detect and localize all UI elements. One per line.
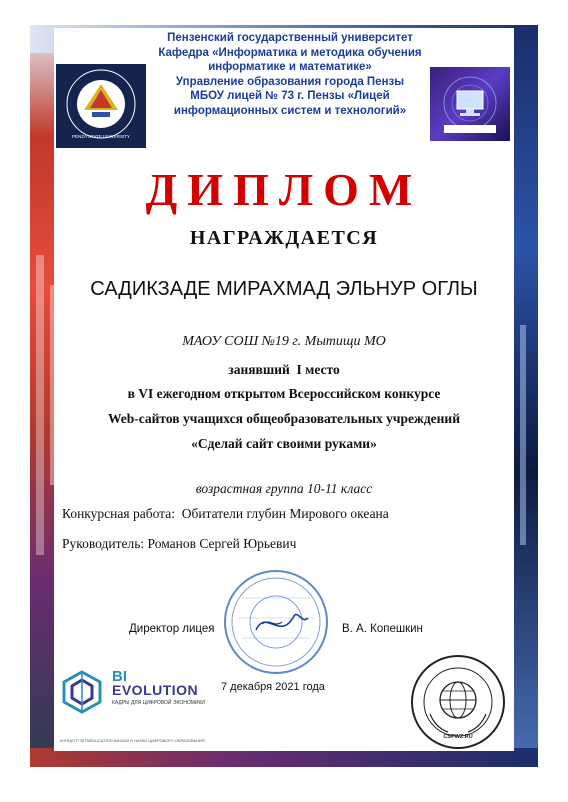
work-label: Конкурсная работа: <box>62 506 175 521</box>
university-logo-caption: PENZA STATE UNIVERSITY <box>71 134 131 139</box>
awarded-heading: НАГРАЖДАЕТСЯ <box>189 227 379 249</box>
director-name: В. А. Копешкин <box>342 623 423 635</box>
university-logo-year: 1943 <box>95 120 107 126</box>
supervisor-row <box>62 536 296 552</box>
recipient-school: МАОУ СОШ №19 г. Мытищи МО <box>182 334 386 349</box>
bi-logo-word: EVOLUTION <box>112 682 199 698</box>
diploma-title: ДИПЛОМ <box>145 164 423 215</box>
bi-logo-mark: BI <box>112 668 127 685</box>
contest-line-1: в VI ежегодном открытом Всероссийском конкурсе <box>127 386 441 401</box>
place-text: занявший I место <box>228 362 340 377</box>
lyceum-logo-image <box>430 67 510 141</box>
header-organizations <box>150 31 430 118</box>
stamp-icon <box>222 568 330 676</box>
competition-work-row <box>62 506 389 522</box>
computer-icon <box>430 67 510 141</box>
seal-url: CSPWZ.RU <box>443 734 473 740</box>
age-group: возрастная группа 10-11 класс <box>195 481 373 496</box>
header-line: Управление образования города Пензы <box>175 75 405 88</box>
contest-name: «Сделай сайт своими руками» <box>191 436 377 451</box>
header-line: Кафедра «Информатика и методика обучения <box>158 46 422 59</box>
bi-logo-footer: КОНЦЕПТ BITNEDUCATION ШКОЛЫ И НАУКИ ЦИФРОВОГО ОБРАЗОВАНИЯ <box>60 738 205 743</box>
university-logo <box>56 64 146 148</box>
official-stamp <box>222 568 330 676</box>
work-title: Обитатели глубин Мирового океана <box>181 506 389 521</box>
issue-date: 7 декабря 2021 года <box>221 681 325 693</box>
director-label: Директор лицея <box>129 623 215 635</box>
header-line: информационных систем и технологий» <box>173 104 407 117</box>
header-line: информатике и математике» <box>208 61 372 73</box>
header-line: Пензенский государственный университет <box>167 32 413 44</box>
supervisor-label: Руководитель: <box>62 536 145 551</box>
bi-evolution-logo <box>60 668 210 748</box>
bi-cube-icon <box>60 670 104 714</box>
supervisor-name: Романов Сергей Юрьевич <box>147 536 297 551</box>
header-line: МБОУ лицей № 73 г. Пензы «Лицей <box>190 90 390 102</box>
contest-line-2: Web-сайтов учащихся общеобразовательных учреждений <box>108 411 460 426</box>
recipient-name: САДИКЗАДЕ МИРАХМАД ЭЛЬНУР ОГЛЫ <box>90 278 478 300</box>
contest-seal <box>410 654 506 750</box>
bi-logo-tagline: КАДРЫ ДЛЯ ЦИФРОВОЙ ЭКОНОМИКИ <box>112 700 205 706</box>
